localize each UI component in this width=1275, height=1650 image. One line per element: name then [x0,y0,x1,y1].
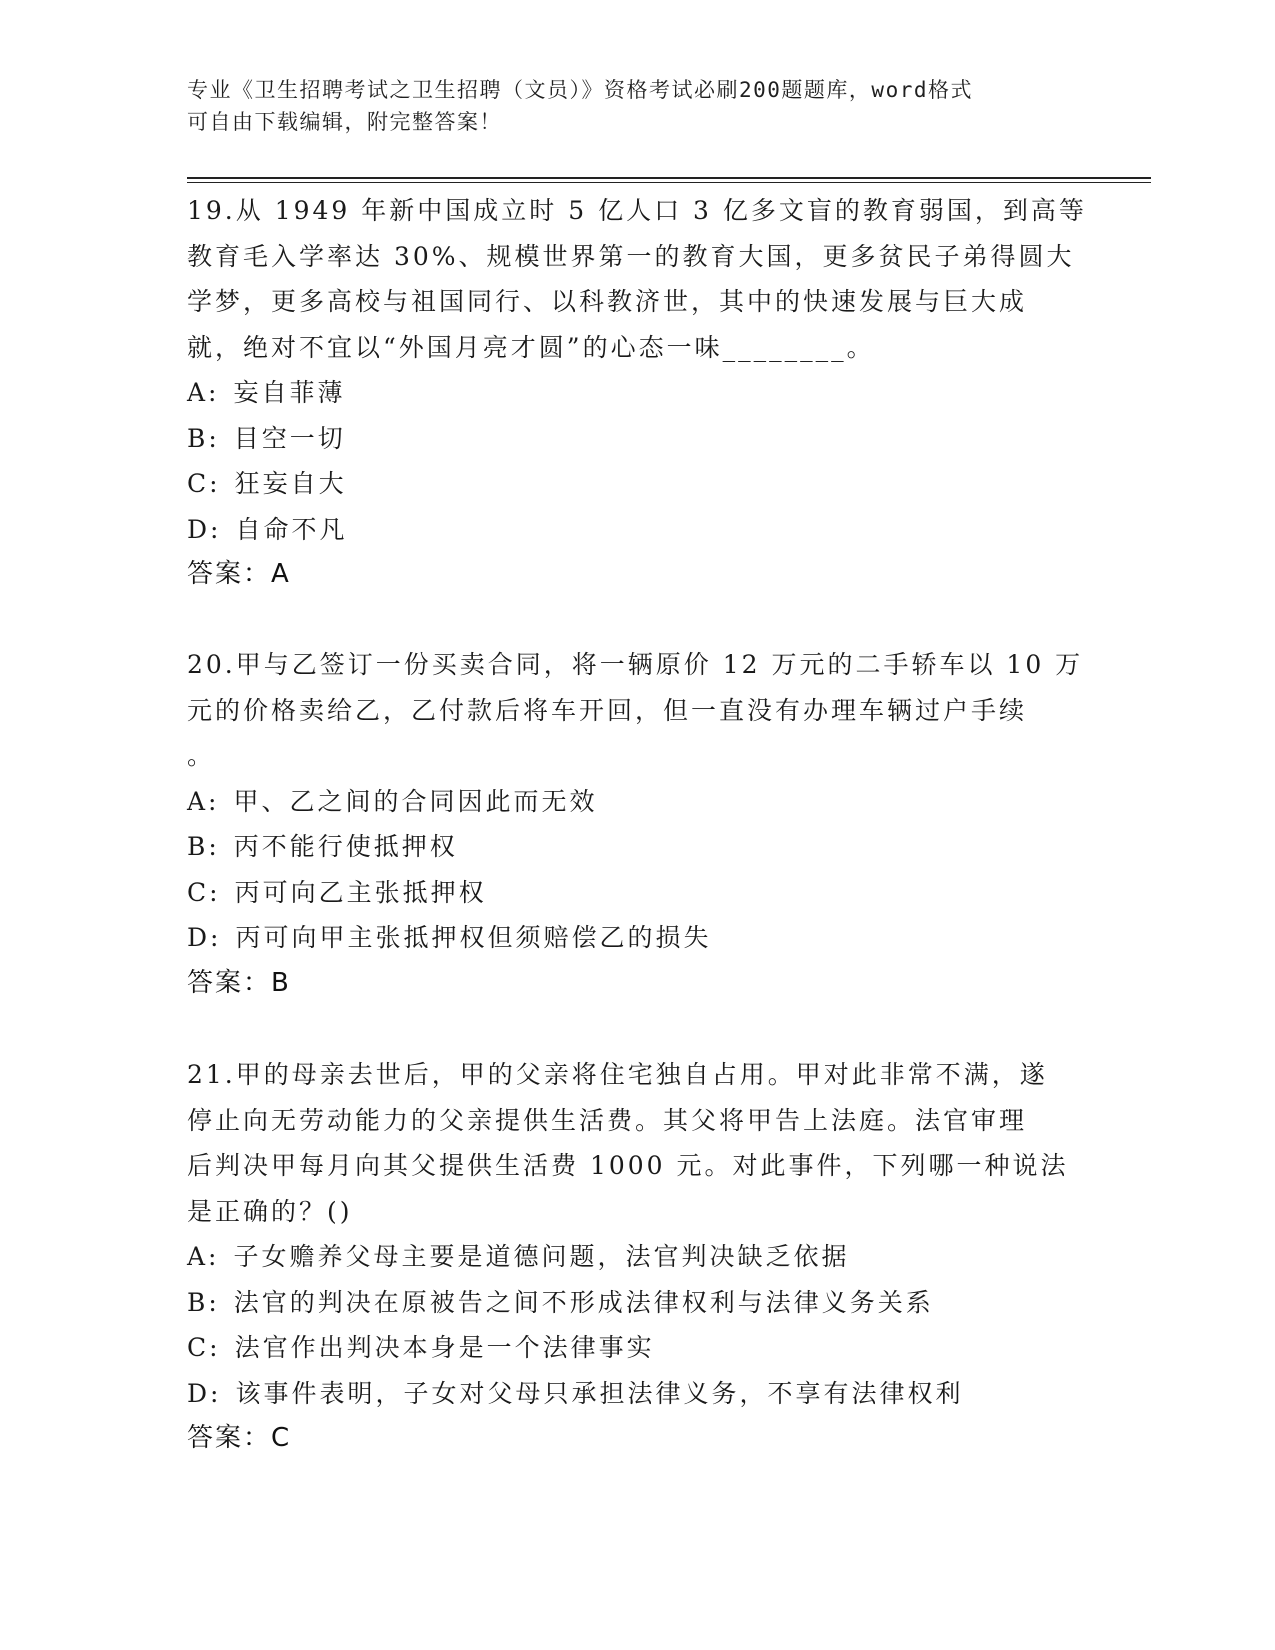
option-d [187,915,1087,961]
option-text: 丙可向甲主张抵押权但须赔偿乙的损失 [235,923,712,952]
header-divider-thin [187,182,1151,183]
option-text: 目空一切 [233,423,346,453]
option-text: 甲、乙之间的合同因此而无效 [233,786,598,816]
question-stem [187,1052,1087,1234]
stem-line: 21.甲的母亲去世后，甲的父亲将住宅独自占用。甲对此非常不满，遂 [187,1060,1048,1089]
stem-line: 就，绝对不宜以“外国月亮才圆”的心态一味________。 [187,332,875,362]
option-letter: A: [187,378,220,407]
option-a [187,779,1087,825]
option-letter: D: [187,923,222,952]
question-21 [187,1052,1087,1462]
option-text: 该事件表明，子女对父母只承担法律义务，不享有法律权利 [235,1378,964,1408]
option-letter: A: [187,786,220,816]
stem-line: 后判决甲每月向其父提供生活费 1000 元。对此事件，下列哪一种说法 [187,1151,1069,1180]
question-stem [187,188,1087,370]
header-line-1: 专业《卫生招聘考试之卫生招聘（文员）》资格考试必刷200题题库，word格式 [187,78,973,102]
option-text: 子女赡养父母主要是道德问题，法官判决缺乏依据 [233,1242,850,1271]
option-b [187,824,1087,870]
stem-line: 停止向无劳动能力的父亲提供生活费。其父将甲告上法庭。法官审理 [187,1105,1028,1135]
option-letter: B: [187,1287,220,1317]
stem-line: 教育毛入学率达 30%、规模世界第一的教育大国，更多贫民子弟得圆大 [187,241,1075,271]
answer-label: 答案：A [187,559,291,589]
option-text: 狂妄自大 [234,469,347,498]
option-d [187,507,1087,553]
option-text: 自命不凡 [235,514,348,544]
answer-label: 答案：B [187,967,291,998]
stem-line: 19.从 1949 年新中国成立时 5 亿人口 3 亿多文盲的教育弱国，到高等 [187,196,1087,225]
option-text: 丙不能行使抵押权 [233,832,458,861]
stem-line: 元的价格卖给乙，乙付款后将车开回，但一直没有办理车辆过户手续 [187,695,1028,725]
option-letter: C: [187,877,221,907]
document-header [187,74,1087,138]
option-letter: B: [187,423,220,453]
option-text: 丙可向乙主张抵押权 [234,877,487,907]
header-divider-thick [187,177,1151,179]
question-stem [187,642,1087,779]
option-text: 法官的判决在原被告之间不形成法律权利与法律义务关系 [233,1287,934,1317]
option-d [187,1371,1087,1417]
option-a [187,370,1087,416]
answer-label: 答案：C [187,1423,292,1453]
question-20 [187,642,1087,1006]
option-letter: C: [187,469,221,498]
stem-line: 20.甲与乙签订一份买卖合同，将一辆原价 12 万元的二手轿车以 10 万 [187,650,1084,679]
option-c [187,461,1087,507]
question-19 [187,188,1087,598]
option-b [187,416,1087,462]
option-letter: A: [187,1242,220,1271]
option-text: 妄自菲薄 [233,378,346,407]
option-b [187,1280,1087,1326]
option-letter: B: [187,832,220,861]
stem-line: 。 [187,741,216,770]
option-a [187,1234,1087,1280]
option-c [187,1325,1087,1371]
stem-line: 学梦，更多高校与祖国同行、以科教济世，其中的快速发展与巨大成 [187,287,1028,316]
option-letter: C: [187,1333,221,1362]
option-text: 法官作出判决本身是一个法律事实 [234,1333,655,1362]
option-letter: D: [187,1378,222,1408]
stem-line: 是正确的？() [187,1196,353,1226]
option-c [187,870,1087,916]
option-letter: D: [187,514,222,544]
header-line-2: 可自由下载编辑，附完整答案！ [187,110,502,134]
